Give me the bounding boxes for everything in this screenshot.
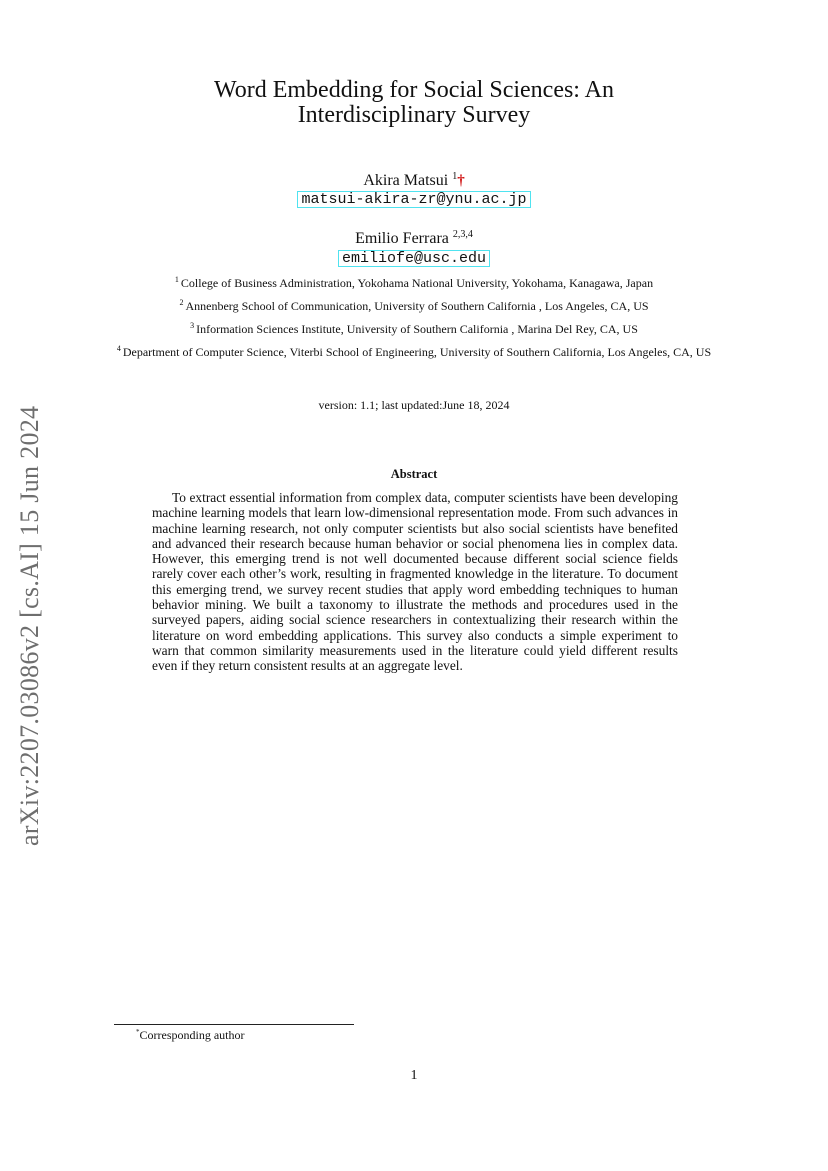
author-1-email-row [114,188,714,208]
affiliation-3 [114,320,714,339]
affiliation-2-mark: 2 [179,298,184,307]
footnote-text: Corresponding author [139,1028,245,1042]
affiliation-3-mark: 3 [190,321,195,330]
abstract-heading: Abstract [390,467,438,481]
author-2-email-row [114,247,714,267]
abstract-text: To extract essential information from complex data, computer scientists have been developing machine learning models that learn low-dimensional representation mode. From such advances in machine learning research, not only computer scientists but also social scientists have benefited and advanced their research because human behavior or social phenomena lies in complex data. However, this emerging trend is not well documented because different social science fields rarely cover each other’s work, resulting in fragmented knowledge in the literature. To document this emerging trend, we survey recent studies that apply word embedding techniques to human behavior mining. We built a taxonomy to illustrate the methods and procedures used in the surveyed papers, aiding social science researchers in contextualizing their research within the literature on word embedding applications. This survey also conducts a simple experiment to warn that common similarity measurements used in the literature could yield different results even if they return consistent results at an aggregate level. [152,490,678,674]
footnote-mark: * [136,1028,140,1036]
author-2-affiliation-marks: 2,3,4 [452,229,473,240]
page-number: 1 [410,1068,418,1083]
version-line: version: 1.1; last updated:June 18, 2024 [318,398,510,412]
affiliation-2 [114,297,714,316]
affiliation-1 [114,274,714,293]
affiliation-4 [114,343,714,362]
affiliation-2-text: Annenberg School of Communication, University of Southern California , Los Angeles, CA, US [185,299,649,313]
footnote-corresponding-author [136,1028,244,1042]
author-2-name: Emilio Ferrara [355,230,449,247]
author-2 [114,230,714,248]
affiliation-4-text: Department of Computer Science, Viterbi School of Engineering, University of Southern California, Los Angeles, CA, US [122,345,712,359]
affiliation-4-mark: 4 [116,344,121,353]
paper-title-line-2: Interdisciplinary Survey [297,102,531,128]
affiliation-3-text: Information Sciences Institute, University of Southern California , Marina Del Rey, CA, US [196,322,638,336]
author-1-email-link[interactable]: matsui-akira-zr@ynu.ac.jp [297,191,530,208]
paper-title-line-1: Word Embedding for Social Sciences: An [214,77,614,103]
corresponding-dagger-mark[interactable]: † [457,173,465,189]
affiliation-1-mark: 1 [174,275,179,284]
affiliation-1-text: College of Business Administration, Yokohama National University, Yokohama, Kanagawa, Japan [180,276,654,290]
author-1-name: Akira Matsui [363,172,449,189]
footnote-divider [114,1024,354,1025]
arxiv-identifier-stamp: arXiv:2207.03086v2 [cs.AI] 15 Jun 2024 [15,405,44,846]
paper-title [114,78,714,128]
author-1-affiliation-marks: 1 [452,171,458,182]
author-2-email-link[interactable]: emiliofe@usc.edu [338,250,490,267]
